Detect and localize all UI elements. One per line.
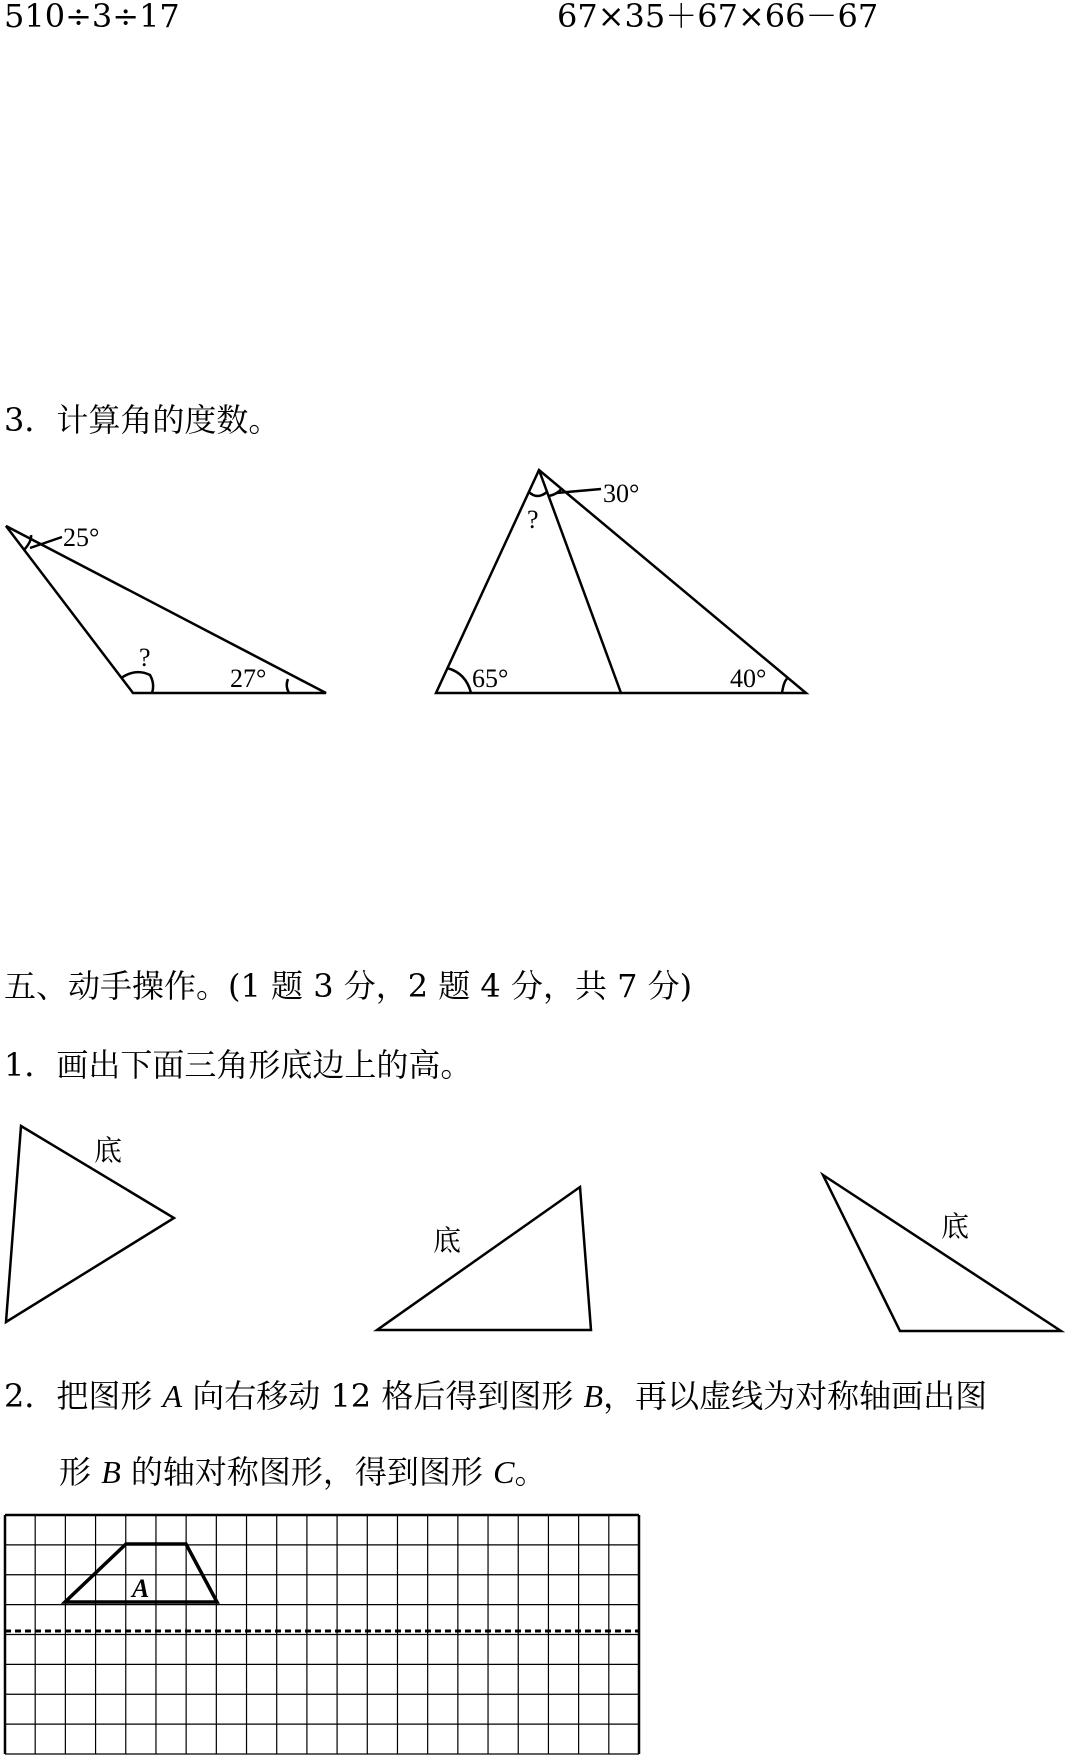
base-label-3: 底 <box>941 1212 970 1243</box>
s5-q2-line2-part-c: 。 <box>514 1453 547 1491</box>
base-label-2: 底 <box>433 1226 462 1257</box>
label-unknown-angle-1: ? <box>139 643 151 672</box>
s5-q2-line2-part-a: 形 <box>59 1453 102 1491</box>
shape-name-a: A <box>162 1378 183 1414</box>
shape-name-b-2: B <box>101 1454 121 1490</box>
expression-right: 67×35＋67×66－67 <box>557 0 879 35</box>
base-label-1: 底 <box>94 1136 123 1167</box>
s5-q2-line2-part-b: 的轴对称图形，得到图形 <box>120 1453 494 1491</box>
label-65-degree: 65° <box>472 664 509 693</box>
section5-heading: 五、动手操作。(1 题 3 分，2 题 4 分，共 7 分) <box>4 967 693 1005</box>
s5-q2-line1-part-b: 向右移动 12 格后得到图形 <box>182 1377 584 1415</box>
trapezoid-a-label: A <box>132 1574 150 1603</box>
grid-lines <box>5 1515 639 1754</box>
expression-left: 510÷3÷17 <box>4 0 180 35</box>
shape-name-b: B <box>583 1378 604 1414</box>
s5-q2-line1-part-a: 2．把图形 <box>4 1377 163 1415</box>
label-25-degree: 25° <box>63 523 100 552</box>
q3-title: 3．计算角的度数。 <box>4 401 281 439</box>
shape-name-c: C <box>493 1454 515 1490</box>
label-27-degree: 27° <box>230 664 267 693</box>
label-30-degree: 30° <box>603 479 640 508</box>
s5-q1-text: 1．画出下面三角形底边上的高。 <box>4 1046 473 1084</box>
label-unknown-angle-2: ? <box>527 505 539 534</box>
label-40-degree: 40° <box>730 664 767 693</box>
s5-q2-line1-part-c: ，再以虚线为对称轴画出图 <box>603 1377 988 1415</box>
